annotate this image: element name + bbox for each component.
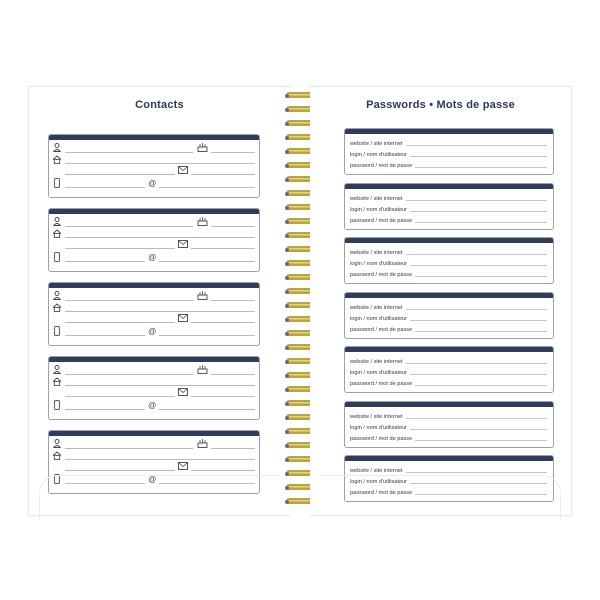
punch-hole [285, 360, 289, 364]
card-header-bar [345, 184, 553, 189]
punch-hole [285, 178, 289, 182]
website-line[interactable] [406, 363, 547, 364]
punch-hole [285, 220, 289, 224]
password-card [344, 346, 554, 393]
punch-hole [285, 374, 289, 378]
phone-line[interactable] [65, 409, 145, 410]
password-card [344, 237, 554, 284]
website-row [350, 301, 547, 312]
password-row [350, 323, 547, 334]
envelope-icon [178, 240, 188, 250]
password-label: password / mot de passe [350, 163, 413, 169]
punch-hole [285, 108, 289, 112]
password-label: password / mot de passe [350, 436, 413, 442]
punch-hole [285, 206, 289, 210]
contact-card [48, 282, 260, 346]
login-row [350, 421, 547, 432]
card-header-bar [49, 135, 259, 140]
email-line[interactable] [191, 322, 255, 323]
password-card [344, 128, 554, 175]
punch-hole [285, 332, 289, 336]
address-line-2[interactable] [65, 396, 175, 397]
card-header-bar [345, 402, 553, 407]
envelope-icon [178, 462, 188, 472]
punch-hole [285, 136, 289, 140]
at-sign-icon: @ [148, 401, 157, 410]
login-row [350, 312, 547, 323]
pocket-flap [39, 475, 280, 520]
password-card [344, 401, 554, 448]
at-sign-icon: @ [148, 475, 157, 484]
website-line[interactable] [406, 200, 547, 201]
home-icon [52, 377, 62, 388]
home-icon [52, 451, 62, 462]
birthday-cake-icon [197, 216, 208, 228]
website-line[interactable] [406, 418, 547, 419]
punch-hole [285, 276, 289, 280]
card-header-bar [345, 238, 553, 243]
address-line-2[interactable] [65, 322, 175, 323]
password-card [344, 292, 554, 339]
website-label: website / site internet [350, 468, 403, 474]
contact-card [48, 356, 260, 420]
passwords-page [310, 86, 572, 516]
phone-line[interactable] [65, 335, 145, 336]
home-icon [52, 303, 62, 314]
envelope-icon [178, 388, 188, 398]
punch-hole [285, 164, 289, 168]
contact-card [48, 134, 260, 198]
password-line[interactable] [415, 167, 547, 168]
birthday-line[interactable] [211, 448, 255, 449]
login-line[interactable] [410, 320, 547, 321]
password-line[interactable] [415, 331, 547, 332]
mobile-line[interactable] [159, 187, 255, 188]
website-line[interactable] [406, 309, 547, 310]
address-line[interactable] [65, 459, 255, 460]
password-label: password / mot de passe [350, 327, 413, 333]
login-line[interactable] [410, 156, 547, 157]
website-row [350, 192, 547, 203]
punch-hole [285, 430, 289, 434]
punch-hole [285, 192, 289, 196]
mobile-line[interactable] [159, 335, 255, 336]
website-row [350, 464, 547, 475]
login-label: login / nom d'utilisateur [350, 207, 408, 213]
login-row [350, 148, 547, 159]
home-icon [52, 229, 62, 240]
login-line[interactable] [410, 265, 547, 266]
contacts-page [28, 86, 290, 516]
card-header-bar [49, 209, 259, 214]
login-row [350, 257, 547, 268]
address-line[interactable] [65, 237, 255, 238]
person-icon [53, 291, 61, 302]
punch-hole [285, 472, 289, 476]
punch-hole [285, 444, 289, 448]
person-icon [53, 439, 61, 450]
login-line[interactable] [410, 374, 547, 375]
website-line[interactable] [406, 472, 547, 473]
card-header-bar [345, 456, 553, 461]
envelope-icon [178, 314, 188, 324]
password-card [344, 183, 554, 230]
password-row [350, 214, 547, 225]
website-row [350, 137, 547, 148]
login-label: login / nom d'utilisateur [350, 370, 408, 376]
card-header-bar [49, 431, 259, 436]
password-line[interactable] [415, 276, 547, 277]
at-sign-icon: @ [148, 253, 157, 262]
login-label: login / nom d'utilisateur [350, 425, 408, 431]
punch-hole [285, 346, 289, 350]
card-header-bar [345, 129, 553, 134]
phone-icon [54, 252, 60, 264]
name-line[interactable] [65, 152, 193, 153]
birthday-line[interactable] [211, 152, 255, 153]
mobile-line[interactable] [159, 409, 255, 410]
website-row [350, 246, 547, 257]
website-label: website / site internet [350, 250, 403, 256]
mobile-line[interactable] [159, 261, 255, 262]
address-line-2[interactable] [65, 470, 175, 471]
login-line[interactable] [410, 211, 547, 212]
address-line[interactable] [65, 311, 255, 312]
password-row [350, 432, 547, 443]
address-line-2[interactable] [65, 174, 175, 175]
birthday-line[interactable] [211, 226, 255, 227]
punch-hole [285, 416, 289, 420]
punch-hole [285, 486, 289, 490]
login-label: login / nom d'utilisateur [350, 152, 408, 158]
punch-hole [285, 122, 289, 126]
card-header-bar [49, 357, 259, 362]
birthday-line[interactable] [211, 374, 255, 375]
website-line[interactable] [406, 145, 547, 146]
card-header-bar [345, 293, 553, 298]
website-label: website / site internet [350, 359, 403, 365]
login-label: login / nom d'utilisateur [350, 261, 408, 267]
website-label: website / site internet [350, 305, 403, 311]
address-line-2[interactable] [65, 248, 175, 249]
website-label: website / site internet [350, 141, 403, 147]
at-sign-icon: @ [148, 179, 157, 188]
birthday-cake-icon [197, 290, 208, 302]
envelope-icon [178, 166, 188, 176]
phone-icon [54, 178, 60, 190]
phone-icon [54, 326, 60, 338]
password-line[interactable] [415, 385, 547, 386]
name-line[interactable] [65, 374, 193, 375]
password-line[interactable] [415, 440, 547, 441]
website-label: website / site internet [350, 414, 403, 420]
password-row [350, 377, 547, 388]
password-label: password / mot de passe [350, 272, 413, 278]
website-label: website / site internet [350, 196, 403, 202]
birthday-cake-icon [197, 364, 208, 376]
login-line[interactable] [410, 429, 547, 430]
password-row [350, 159, 547, 170]
pocket-flap [320, 475, 561, 520]
punch-hole [285, 458, 289, 462]
address-line[interactable] [65, 163, 255, 164]
password-line[interactable] [415, 222, 547, 223]
at-sign-icon: @ [148, 327, 157, 336]
card-header-bar [49, 283, 259, 288]
punch-hole [285, 500, 289, 504]
name-line[interactable] [65, 300, 193, 301]
birthday-cake-icon [197, 438, 208, 450]
home-icon [52, 155, 62, 166]
login-row [350, 203, 547, 214]
address-line[interactable] [65, 385, 255, 386]
page-title: Passwords • Mots de passe [366, 99, 515, 111]
email-line[interactable] [191, 174, 255, 175]
punch-hole [285, 234, 289, 238]
page-title: Contacts [135, 99, 184, 111]
phone-line[interactable] [65, 261, 145, 262]
login-label: login / nom d'utilisateur [350, 316, 408, 322]
password-label: password / mot de passe [350, 218, 413, 224]
card-header-bar [345, 347, 553, 352]
email-line[interactable] [191, 248, 255, 249]
birthday-cake-icon [197, 142, 208, 154]
punch-hole [285, 94, 289, 98]
punch-hole [285, 402, 289, 406]
password-label: password / mot de passe [350, 490, 413, 496]
phone-line[interactable] [65, 187, 145, 188]
website-line[interactable] [406, 254, 547, 255]
name-line[interactable] [65, 448, 193, 449]
person-icon [53, 143, 61, 154]
punch-hole [285, 150, 289, 154]
password-label: password / mot de passe [350, 381, 413, 387]
name-line[interactable] [65, 226, 193, 227]
punch-hole [285, 290, 289, 294]
punch-hole [285, 388, 289, 392]
punch-hole [285, 248, 289, 252]
email-line[interactable] [191, 396, 255, 397]
website-row [350, 410, 547, 421]
punch-hole [285, 262, 289, 266]
person-icon [53, 217, 61, 228]
website-row [350, 355, 547, 366]
password-row [350, 268, 547, 279]
person-icon [53, 365, 61, 376]
punch-hole [285, 304, 289, 308]
contact-card [48, 208, 260, 272]
birthday-line[interactable] [211, 300, 255, 301]
login-label: login / nom d'utilisateur [350, 479, 408, 485]
phone-icon [54, 400, 60, 412]
email-line[interactable] [191, 470, 255, 471]
login-row [350, 366, 547, 377]
punch-hole [285, 318, 289, 322]
